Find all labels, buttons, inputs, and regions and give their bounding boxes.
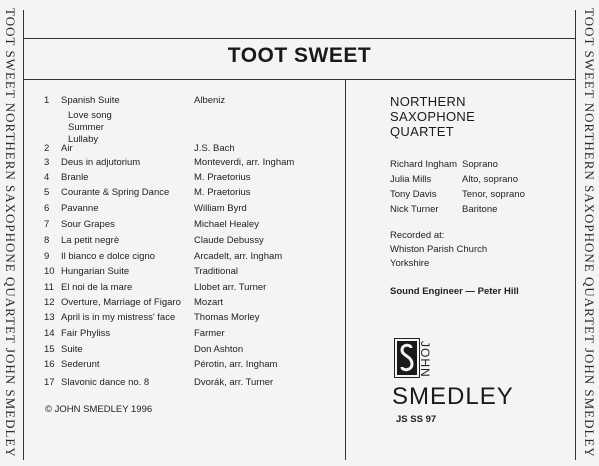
track-number: 7 [44,219,50,230]
track-title: Sour Grapes [61,219,115,230]
track-title: El noi de la mare [61,282,133,293]
logo-smedley: SMEDLEY [392,383,514,410]
track-composer: Llobet arr. Turner [194,282,267,293]
title-rule [23,79,575,80]
track-composer: M. Praetorius [194,187,251,198]
track-composer: William Byrd [194,203,247,214]
track-title: Deus in adjutorium [61,157,141,168]
track-composer: Don Ashton [194,344,244,355]
track-title: La petit negrè [61,235,120,246]
right-spine [577,0,599,466]
track-number: 16 [44,359,55,370]
recorded-venue: Whiston Parish Church [390,244,488,255]
left-border [23,10,24,460]
track-number: 1 [44,95,50,106]
track-number: 4 [44,172,50,183]
track-title: Spanish Suite [61,95,120,106]
track-composer: Michael Healey [194,219,259,230]
track-title: Overture, Marriage of Figaro [61,297,181,308]
track-title: Hungarian Suite [61,266,130,277]
track-title: Courante & Spring Dance [61,187,170,198]
track-composer: Pérotin, arr. Ingham [194,359,278,370]
track-number: 5 [44,187,50,198]
left-spine-text: TOOT SWEET NORTHERN SAXOPHONE QUARTET JOHN SMEDLEY [3,8,18,458]
track-number: 8 [44,235,50,246]
column-divider [345,80,346,460]
recorded-location: Yorkshire [390,258,430,269]
track-composer: Claude Debussy [194,235,264,246]
track-number: 12 [44,297,55,308]
track-title: Fair Phyliss [61,328,111,339]
track-title: Branle [61,172,89,183]
member-instrument: Baritone [462,204,498,215]
member-name: Tony Davis [390,189,437,200]
track-number: 13 [44,312,55,323]
track-title: April is in my mistress' face [61,312,176,323]
right-spine-text: TOOT SWEET NORTHERN SAXOPHONE QUARTET JOHN SMEDLEY [582,8,597,458]
track-title: Sederunt [61,359,100,370]
top-rule [23,38,575,39]
track-title: Slavonic dance no. 8 [61,377,150,388]
album-title: TOOT SWEET [227,44,372,67]
track-number: 10 [44,266,55,277]
track-number: 14 [44,328,55,339]
track-subpart: Lullaby [68,134,99,145]
track-number: 17 [44,377,55,388]
track-title: Air [61,143,73,154]
member-instrument: Soprano [462,159,498,170]
member-instrument: Alto, soprano [462,174,518,185]
right-border [575,10,576,460]
member-name: Julia Mills [390,174,432,185]
track-number: 3 [44,157,50,168]
member-name: Richard Ingham [390,159,458,170]
copyright: © JOHN SMEDLEY 1996 [45,404,153,415]
track-composer: M. Praetorius [194,172,251,183]
track-number: 15 [44,344,55,355]
track-number: 6 [44,203,50,214]
track-composer: Mozart [194,297,224,308]
track-subpart: Summer [68,122,104,133]
recorded-label: Recorded at: [390,230,445,241]
track-number: 11 [44,282,54,293]
catalogue-number: JS SS 97 [396,414,437,425]
left-spine [0,0,22,466]
track-composer: Farmer [194,328,225,339]
track-composer: Monteverdi, arr. Ingham [194,157,295,168]
track-composer: Albeniz [194,95,226,106]
logo-john: JOHN [418,341,432,378]
track-title: Il bianco e dolce cigno [61,251,156,262]
track-number: 2 [44,143,50,154]
track-composer: Dvorák, arr. Turner [194,377,274,388]
track-title: Suite [61,344,83,355]
track-composer: Thomas Morley [194,312,260,323]
group-name-line: NORTHERN [390,94,466,109]
track-title: Pavanne [61,203,99,214]
track-subpart: Love song [68,110,112,121]
member-instrument: Tenor, soprano [462,189,525,200]
sound-engineer: Sound Engineer — Peter Hill [390,286,519,297]
track-composer: Traditional [194,266,239,277]
member-name: Nick Turner [390,204,439,215]
track-composer: J.S. Bach [194,143,235,154]
track-composer: Arcadelt, arr. Ingham [194,251,283,262]
track-number: 9 [44,251,50,262]
group-name-line: SAXOPHONE [390,109,476,124]
group-name [390,94,475,139]
group-name-line: QUARTET [390,124,454,139]
smedley-monogram-icon [394,338,420,383]
